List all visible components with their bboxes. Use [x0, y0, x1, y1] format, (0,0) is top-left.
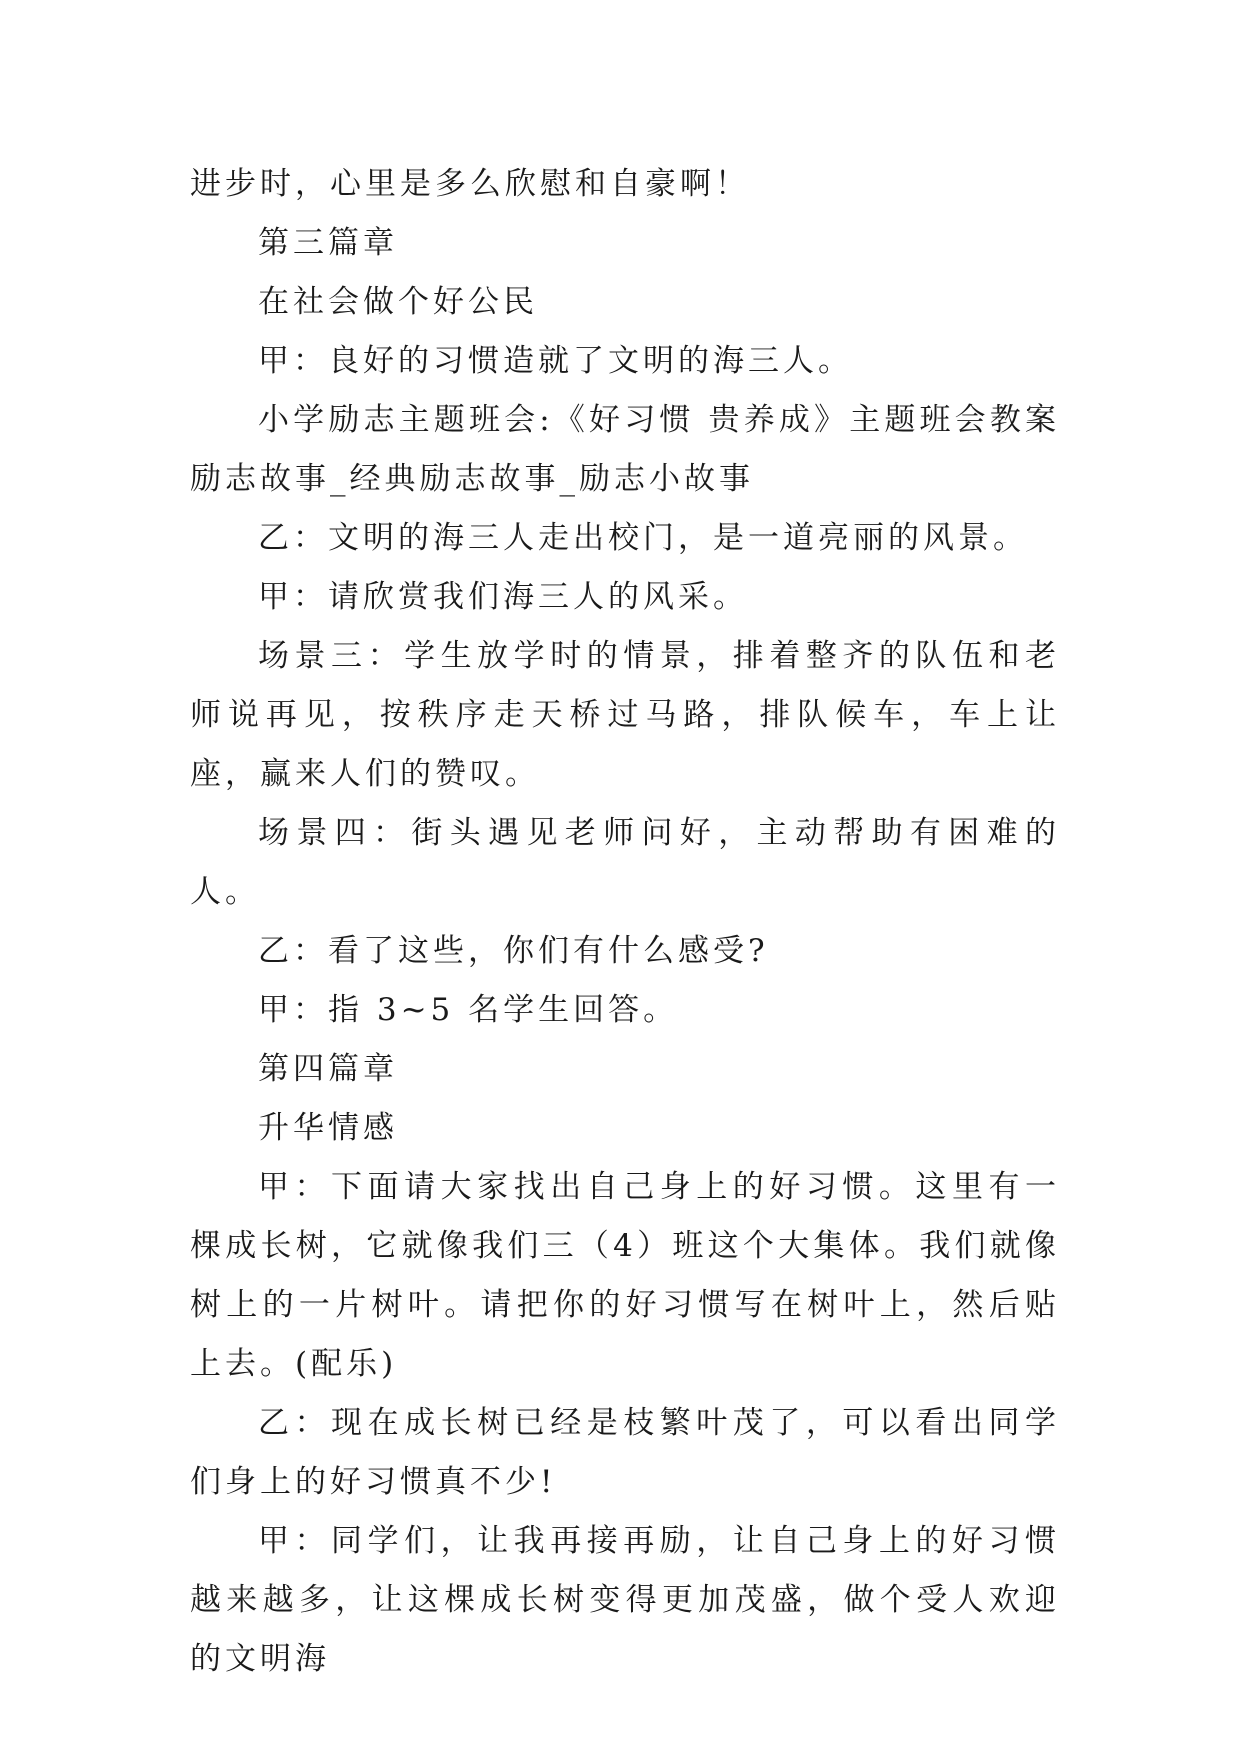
dialogue-line: 甲：请欣赏我们海三人的风采。	[258, 579, 748, 615]
section-subtitle-good-citizen: 在社会做个好公民	[258, 284, 538, 320]
scene-description: 场景四：街头遇见老师问好，主动帮助有困难的人。	[190, 815, 1060, 910]
dialogue-line: 甲：同学们，让我再接再励，让自己身上的好习惯越来越多，让这棵成长树变得更加茂盛，做个受人欢迎的文明海	[190, 1523, 1060, 1677]
dialogue-line: 乙：现在成长树已经是枝繁叶茂了，可以看出同学们身上的好习惯真不少!	[190, 1405, 1060, 1500]
section-subtitle-emotion: 升华情感	[258, 1110, 398, 1146]
paragraph-continuation: 进步时，心里是多么欣慰和自豪啊！	[190, 166, 750, 202]
document-body	[190, 155, 1060, 1689]
inserted-title-line: 小学励志主题班会:《好习惯 贵养成》主题班会教案励志故事_经典励志故事_励志小故事	[190, 402, 1060, 497]
section-heading-chapter-3: 第三篇章	[258, 225, 398, 261]
dialogue-line: 甲：指 3~5 名学生回答。	[258, 992, 679, 1028]
dialogue-line: 甲：良好的习惯造就了文明的海三人。	[258, 343, 853, 379]
section-heading-chapter-4: 第四篇章	[258, 1051, 398, 1087]
dialogue-line: 乙：文明的海三人走出校门，是一道亮丽的风景。	[258, 520, 1028, 556]
dialogue-line: 甲：下面请大家找出自己身上的好习惯。这里有一棵成长树，它就像我们三（4）班这个大集体。我们就像树上的一片树叶。请把你的好习惯写在树叶上，然后贴上去。(配乐)	[190, 1169, 1060, 1382]
scene-description: 场景三：学生放学时的情景，排着整齐的队伍和老师说再见，按秩序走天桥过马路，排队候车，车上让座，赢来人们的赞叹。	[190, 638, 1060, 792]
dialogue-line: 乙：看了这些，你们有什么感受?	[258, 933, 769, 969]
